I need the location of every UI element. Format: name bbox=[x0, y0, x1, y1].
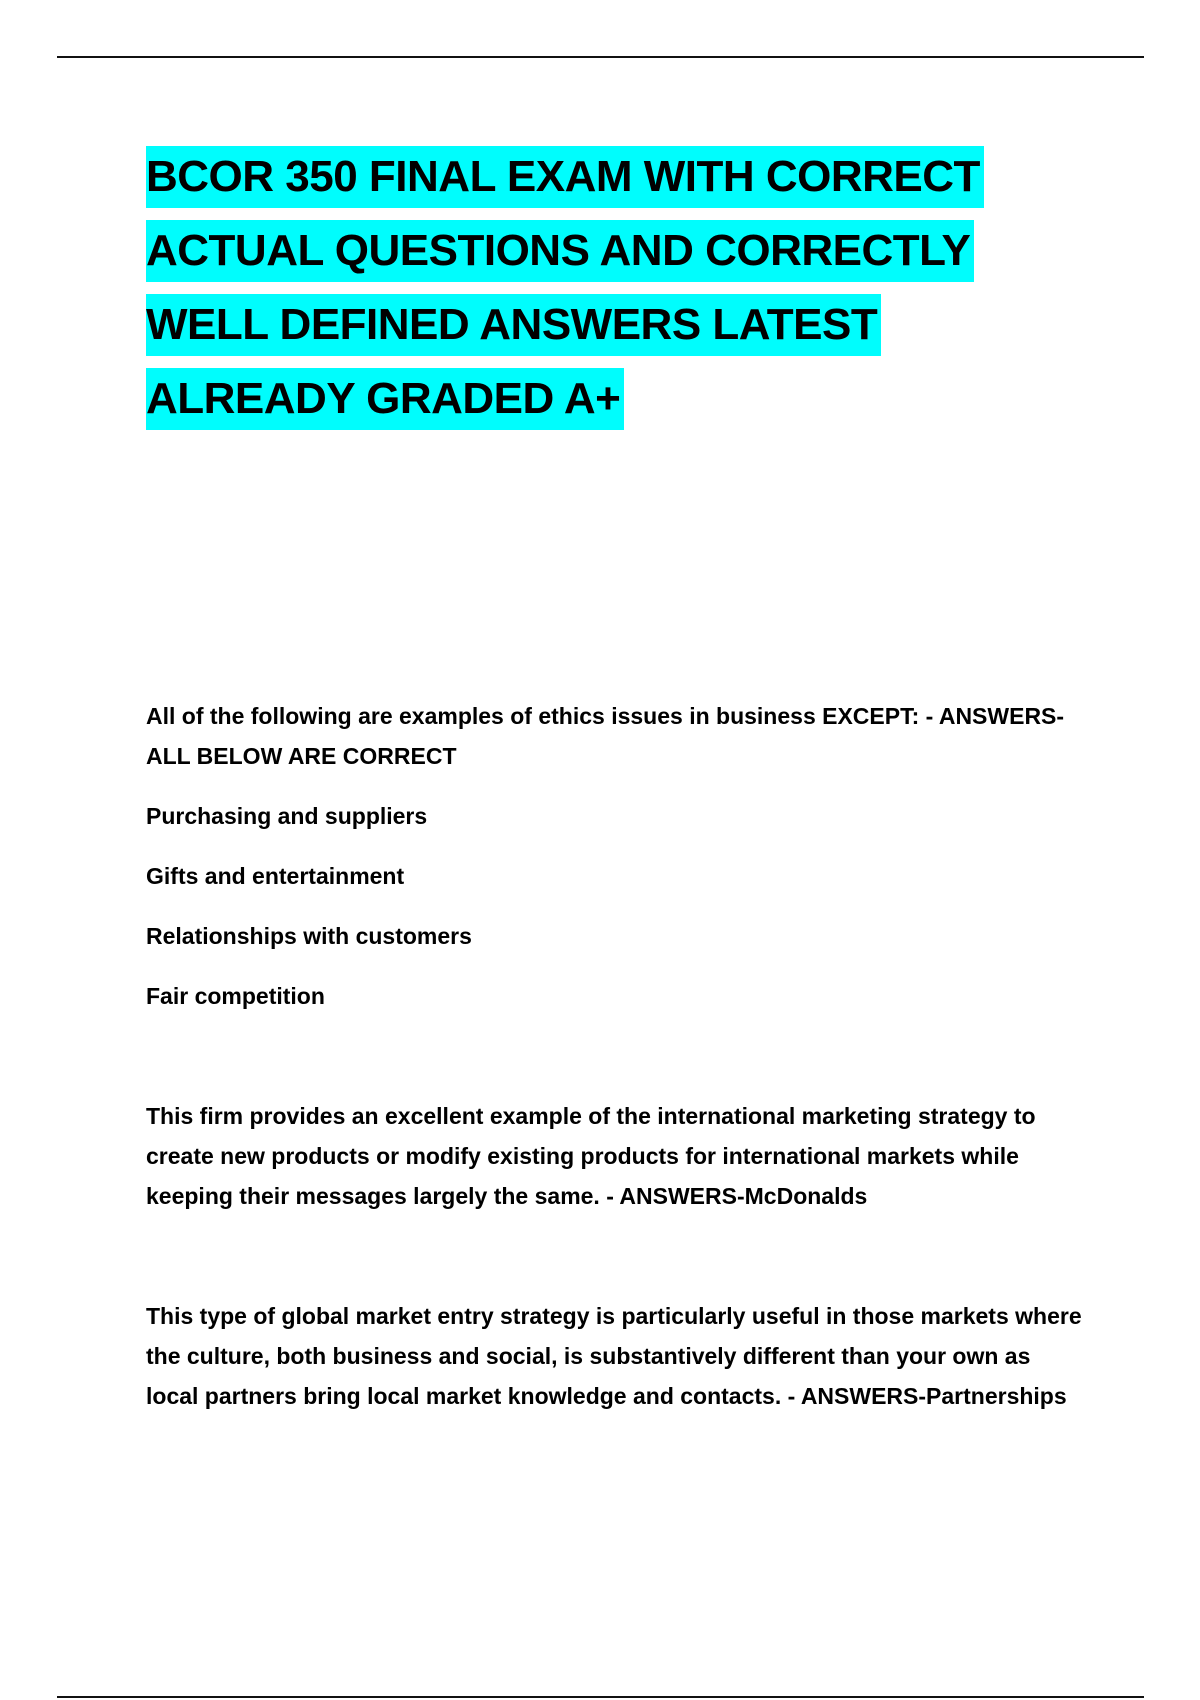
answer-options-list bbox=[146, 796, 472, 1036]
question-2: This firm provides an excellent example of the international marketing strategy to create new products or modify existing products for international markets while keeping their messages largely the same. - ANSWERS-McDonalds bbox=[146, 1103, 1036, 1209]
footer-rule bbox=[57, 1696, 1144, 1698]
title-line: BCOR 350 FINAL EXAM WITH CORRECT bbox=[146, 146, 984, 208]
answer-option: Relationships with customers bbox=[146, 923, 472, 949]
title-line: ACTUAL QUESTIONS AND CORRECTLY bbox=[146, 220, 974, 282]
question-1: All of the following are examples of ethics issues in business EXCEPT: - ANSWERS-ALL BELOW ARE CORRECT bbox=[146, 703, 1065, 769]
answer-option: Fair competition bbox=[146, 983, 325, 1009]
title-line: WELL DEFINED ANSWERS LATEST bbox=[146, 294, 881, 356]
question-3: This type of global market entry strategy is particularly useful in those markets where the culture, both business and social, is substantively different than your own as local partners bring local market knowledge and contacts. - ANSWERS-Partnerships bbox=[146, 1303, 1082, 1409]
answer-option: Purchasing and suppliers bbox=[146, 803, 428, 829]
document-title bbox=[146, 146, 1146, 442]
answer-option: Gifts and entertainment bbox=[146, 863, 405, 889]
title-line: ALREADY GRADED A+ bbox=[146, 368, 624, 430]
header-rule bbox=[57, 56, 1144, 58]
